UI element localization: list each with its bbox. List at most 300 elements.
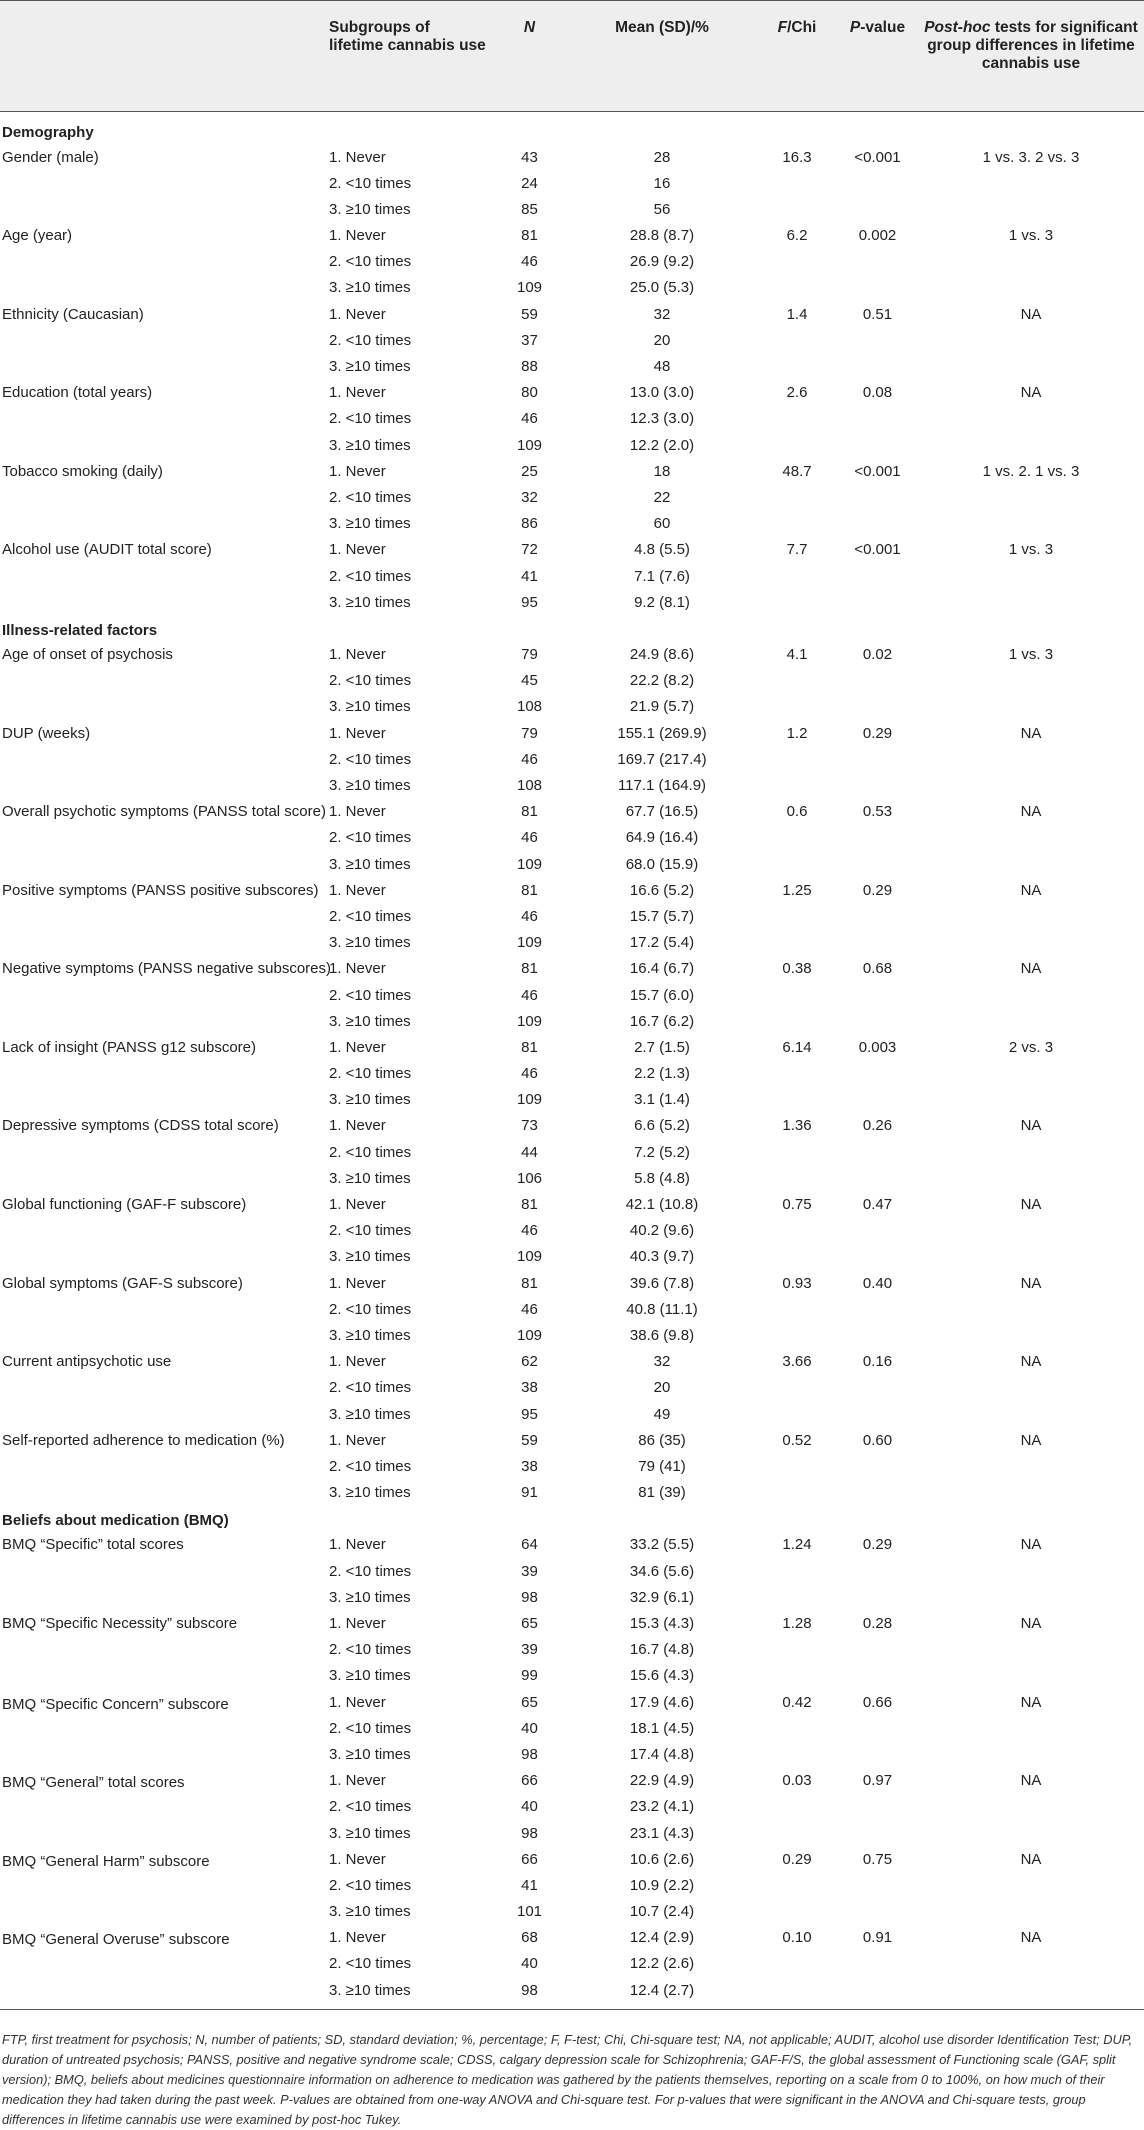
f-cell: 7.7 — [786, 541, 808, 559]
n-cell: 41 — [521, 567, 538, 585]
subgroup-cell: 1. Never — [329, 1431, 386, 1449]
posthoc-cell — [918, 406, 1144, 432]
subgroup-cell: 1. Never — [329, 646, 386, 664]
mean-cell: 28.8 (8.7) — [629, 227, 695, 245]
table-row — [0, 668, 1144, 694]
variable-cell: Global symptoms (GAF-S subscore) — [2, 1274, 243, 1292]
mean-cell: 13.0 (3.0) — [629, 384, 695, 402]
table-row — [0, 537, 1144, 563]
mean-cell: 6.6 (5.2) — [634, 1117, 690, 1135]
posthoc-cell — [918, 1480, 1144, 1506]
subgroup-cell: 2. <10 times — [329, 331, 412, 349]
p-cell — [837, 171, 918, 197]
variable-cell: Tobacco smoking (daily) — [2, 462, 163, 480]
table-row — [0, 406, 1144, 432]
subgroup-cell: 2. <10 times — [329, 829, 412, 847]
table-row — [0, 328, 1144, 354]
n-cell: 109 — [516, 1012, 543, 1030]
f-cell — [757, 275, 837, 301]
p-cell: 0.16 — [862, 1353, 893, 1371]
p-cell — [837, 1402, 918, 1428]
p-cell: <0.001 — [854, 148, 901, 166]
mean-cell: 18 — [653, 462, 671, 480]
variable-cell-empty — [0, 485, 325, 511]
p-cell: 0.53 — [862, 803, 893, 821]
f-cell — [757, 1009, 837, 1035]
table-row — [0, 1532, 1144, 1558]
variable-cell: Education (total years) — [2, 384, 153, 402]
mean-cell: 22.2 (8.2) — [629, 672, 695, 690]
subgroup-cell: 1. Never — [329, 1196, 386, 1213]
variable-cell-empty — [0, 1637, 325, 1663]
subgroup-cell: 3. ≥10 times — [329, 1667, 411, 1685]
posthoc-cell — [918, 354, 1144, 380]
variable-cell-empty — [0, 1375, 325, 1401]
header-p-rest: -value — [860, 19, 906, 36]
n-cell: 32 — [521, 488, 538, 506]
p-cell: 0.29 — [862, 724, 893, 742]
variable-cell: Depressive symptoms (CDSS total score) — [2, 1117, 279, 1135]
variable-cell-empty — [0, 1559, 325, 1585]
f-cell — [757, 1951, 837, 1977]
posthoc-cell: NA — [1020, 1536, 1042, 1554]
f-cell — [757, 197, 837, 223]
variable-cell: Overall psychotic symptoms (PANSS total score) — [2, 803, 326, 821]
mean-cell: 15.3 (4.3) — [629, 1615, 695, 1632]
f-cell — [757, 1663, 837, 1689]
n-cell: 40 — [521, 1719, 538, 1737]
f-cell — [757, 1402, 837, 1428]
p-cell — [837, 747, 918, 773]
posthoc-cell — [918, 1663, 1144, 1689]
mean-cell: 10.7 (2.4) — [629, 1903, 695, 1921]
f-cell: 1.4 — [786, 305, 808, 323]
f-cell — [757, 930, 837, 956]
variable-cell: Age of onset of psychosis — [2, 646, 173, 664]
table-row — [0, 1192, 1144, 1218]
posthoc-cell — [918, 852, 1144, 878]
variable-cell-empty — [0, 1218, 325, 1244]
variable-cell: Gender (male) — [2, 148, 99, 166]
subgroup-cell: 2. <10 times — [329, 1379, 412, 1397]
posthoc-cell — [918, 171, 1144, 197]
table-row — [0, 459, 1144, 485]
posthoc-cell — [918, 1375, 1144, 1401]
variable-cell-empty — [0, 1140, 325, 1166]
f-cell: 1.36 — [782, 1117, 812, 1135]
n-cell: 81 — [521, 1038, 538, 1056]
n-cell: 46 — [521, 829, 538, 847]
n-cell: 46 — [521, 253, 538, 271]
table-body — [0, 112, 1144, 2010]
mean-cell: 23.1 (4.3) — [629, 1824, 695, 1842]
variable-cell-empty — [0, 1009, 325, 1035]
posthoc-cell — [918, 983, 1144, 1009]
subgroup-cell: 2. <10 times — [329, 174, 412, 192]
posthoc-cell — [918, 1716, 1144, 1742]
mean-cell: 12.2 (2.6) — [629, 1955, 695, 1973]
n-cell: 25 — [521, 462, 538, 480]
posthoc-cell — [918, 904, 1144, 930]
variable-cell: DUP (weeks) — [2, 724, 91, 742]
p-cell — [837, 773, 918, 799]
posthoc-cell: 1 vs. 2. 1 vs. 3 — [982, 462, 1080, 480]
f-cell: 4.1 — [786, 646, 808, 664]
p-cell — [837, 1585, 918, 1611]
n-cell: 109 — [516, 279, 543, 297]
mean-cell: 16.7 (4.8) — [629, 1641, 695, 1659]
subgroup-cell: 1. Never — [329, 1274, 386, 1292]
f-cell: 0.75 — [782, 1196, 812, 1213]
posthoc-cell: NA — [1020, 881, 1042, 899]
f-cell — [757, 406, 837, 432]
f-cell — [757, 1585, 837, 1611]
header-f-rest: /Chi — [787, 19, 817, 36]
n-cell: 38 — [521, 1457, 538, 1475]
p-cell — [837, 1454, 918, 1480]
variable-cell-empty — [0, 773, 325, 799]
p-cell: 0.66 — [862, 1693, 893, 1711]
mean-cell: 39.6 (7.8) — [629, 1274, 695, 1292]
subgroup-cell: 3. ≥10 times — [329, 200, 411, 218]
variable-cell: Lack of insight (PANSS g12 subscore) — [2, 1038, 257, 1056]
p-cell: 0.60 — [862, 1431, 893, 1449]
table-row — [0, 145, 1144, 171]
section-title: Beliefs about medication (BMQ) — [2, 1512, 229, 1530]
mean-cell: 60 — [653, 515, 671, 533]
f-cell — [757, 1323, 837, 1349]
mean-cell: 15.7 (5.7) — [629, 907, 695, 925]
p-cell: 0.40 — [862, 1274, 893, 1292]
header-variable — [0, 1, 325, 112]
n-cell: 46 — [521, 1222, 538, 1240]
p-cell: 0.28 — [862, 1615, 893, 1632]
p-cell — [837, 590, 918, 616]
n-cell: 81 — [521, 881, 538, 899]
mean-cell: 81 (39) — [638, 1484, 686, 1502]
mean-cell: 3.1 (1.4) — [634, 1091, 690, 1109]
f-cell — [757, 485, 837, 511]
subgroup-cell: 2. <10 times — [329, 567, 412, 585]
table-row — [0, 1009, 1144, 1035]
variable-cell-empty — [0, 1663, 325, 1689]
f-cell: 0.38 — [782, 960, 812, 978]
mean-cell: 40.2 (9.6) — [629, 1222, 695, 1240]
subgroup-cell: 3. ≥10 times — [329, 436, 411, 454]
n-cell: 46 — [521, 1300, 538, 1318]
n-cell: 81 — [521, 227, 538, 245]
posthoc-cell — [918, 433, 1144, 459]
table-row — [0, 1297, 1144, 1323]
n-cell: 46 — [521, 1065, 538, 1083]
variable-cell-empty — [0, 1454, 325, 1480]
subgroup-cell: 3. ≥10 times — [329, 855, 411, 873]
variable-cell-empty — [0, 249, 325, 275]
f-cell: 48.7 — [782, 462, 812, 480]
f-cell — [757, 1794, 837, 1820]
subgroup-cell: 1. Never — [329, 1536, 386, 1554]
variable-cell-empty — [0, 1899, 325, 1925]
n-cell: 109 — [516, 934, 543, 952]
p-cell — [837, 564, 918, 590]
mean-cell: 32 — [653, 305, 671, 323]
p-cell — [837, 1218, 918, 1244]
f-cell: 1.28 — [782, 1615, 812, 1632]
subgroup-cell: 3. ≥10 times — [329, 1588, 411, 1606]
n-cell: 39 — [521, 1562, 538, 1580]
mean-cell: 23.2 (4.1) — [629, 1798, 695, 1816]
n-cell: 59 — [521, 305, 538, 323]
p-cell — [837, 406, 918, 432]
subgroup-cell: 2. <10 times — [329, 1955, 412, 1973]
table-row — [0, 302, 1144, 328]
p-cell — [837, 485, 918, 511]
table-row — [0, 1166, 1144, 1192]
n-cell: 65 — [521, 1693, 538, 1711]
table-row — [0, 1454, 1144, 1480]
table-row — [0, 1690, 1144, 1716]
n-cell: 108 — [516, 698, 543, 716]
p-cell — [837, 1375, 918, 1401]
f-cell: 0.6 — [786, 803, 808, 821]
variable-cell-empty — [0, 747, 325, 773]
mean-cell: 12.4 (2.7) — [629, 1981, 695, 1999]
f-cell — [757, 1716, 837, 1742]
p-cell — [837, 694, 918, 720]
mean-cell: 40.8 (11.1) — [626, 1300, 698, 1318]
f-cell — [757, 668, 837, 694]
subgroup-cell: 3. ≥10 times — [329, 1091, 411, 1109]
header-p-value — [837, 1, 918, 112]
f-cell — [757, 1140, 837, 1166]
p-cell — [837, 1061, 918, 1087]
n-cell: 91 — [521, 1484, 538, 1502]
n-cell: 109 — [516, 855, 543, 873]
subgroup-cell: 2. <10 times — [329, 410, 412, 428]
subgroup-cell: 1. Never — [329, 1615, 386, 1632]
table-row — [0, 1323, 1144, 1349]
n-cell: 85 — [521, 200, 538, 218]
variable-cell-empty — [0, 1244, 325, 1270]
posthoc-cell — [918, 249, 1144, 275]
posthoc-cell: NA — [1020, 960, 1042, 978]
mean-cell: 49 — [653, 1405, 671, 1423]
mean-cell: 9.2 (8.1) — [634, 593, 690, 611]
p-cell: 0.68 — [862, 960, 893, 978]
subgroup-cell: 3. ≥10 times — [329, 1326, 411, 1344]
f-cell — [757, 825, 837, 851]
table-row — [0, 354, 1144, 380]
table-row — [0, 1244, 1144, 1270]
subgroup-cell: 3. ≥10 times — [329, 593, 411, 611]
p-cell — [837, 1480, 918, 1506]
p-cell — [837, 1899, 918, 1925]
posthoc-cell: NA — [1020, 1274, 1042, 1292]
header-posthoc-italic: Post-hoc — [924, 19, 991, 36]
f-cell — [757, 511, 837, 537]
mean-cell: 117.1 (164.9) — [617, 777, 707, 794]
p-cell: <0.001 — [854, 462, 901, 480]
p-cell — [837, 1742, 918, 1768]
p-cell — [837, 1873, 918, 1899]
f-cell: 6.2 — [786, 227, 808, 245]
variable-cell-empty — [0, 1061, 325, 1087]
subgroup-cell: 2. <10 times — [329, 488, 412, 506]
table-row — [0, 380, 1144, 406]
posthoc-cell — [918, 564, 1144, 590]
subgroup-cell: 1. Never — [329, 148, 386, 166]
table-row — [0, 747, 1144, 773]
variable-cell-empty — [0, 197, 325, 223]
posthoc-cell: NA — [1020, 1431, 1042, 1449]
n-cell: 109 — [516, 1326, 543, 1344]
header-p-italic: P — [849, 19, 861, 36]
mean-cell: 20 — [653, 331, 671, 349]
mean-cell: 169.7 (217.4) — [617, 750, 707, 768]
p-cell: 0.003 — [858, 1038, 897, 1056]
mean-cell: 18.1 (4.5) — [629, 1719, 695, 1737]
table-row — [0, 1113, 1144, 1139]
mean-cell: 12.4 (2.9) — [629, 1929, 695, 1947]
posthoc-cell — [918, 825, 1144, 851]
p-cell: 0.29 — [862, 1536, 893, 1554]
p-cell — [837, 354, 918, 380]
variable-cell-empty — [0, 564, 325, 590]
variable-cell: Positive symptoms (PANSS positive subscores) — [2, 881, 319, 899]
mean-cell: 48 — [653, 358, 671, 375]
section-title: Demography — [2, 124, 94, 141]
subgroup-cell: 1. Never — [329, 384, 386, 402]
subgroup-cell: 1. Never — [329, 1353, 386, 1371]
table-row — [0, 1061, 1144, 1087]
posthoc-cell — [918, 1585, 1144, 1611]
n-cell: 106 — [516, 1169, 543, 1187]
table-row — [0, 852, 1144, 878]
variable-cell: BMQ “Specific Concern” subscore — [2, 1695, 229, 1713]
f-cell — [757, 564, 837, 590]
subgroup-cell: 1. Never — [329, 724, 386, 742]
posthoc-cell — [918, 328, 1144, 354]
posthoc-cell: NA — [1020, 803, 1042, 821]
subgroup-cell: 2. <10 times — [329, 1641, 412, 1659]
n-cell: 98 — [521, 1588, 538, 1606]
mean-cell: 10.6 (2.6) — [629, 1850, 695, 1868]
table-row — [0, 275, 1144, 301]
p-cell: 0.02 — [862, 646, 893, 664]
header-subgroup: Subgroups of lifetime cannabis use — [325, 1, 492, 112]
n-cell: 81 — [521, 1274, 538, 1292]
variable-cell-empty — [0, 1297, 325, 1323]
n-cell: 101 — [516, 1903, 543, 1921]
posthoc-cell — [918, 1873, 1144, 1899]
table-row — [0, 904, 1144, 930]
subgroup-cell: 3. ≥10 times — [329, 1012, 411, 1030]
posthoc-cell: 2 vs. 3 — [1008, 1038, 1054, 1056]
subgroup-cell: 1. Never — [329, 305, 386, 323]
table-row — [0, 1428, 1144, 1454]
f-cell — [757, 1297, 837, 1323]
n-cell: 40 — [521, 1798, 538, 1816]
n-cell: 73 — [521, 1117, 538, 1135]
f-cell — [757, 249, 837, 275]
posthoc-cell: NA — [1020, 1772, 1042, 1790]
subgroup-cell: 3. ≥10 times — [329, 1981, 411, 1999]
n-cell: 64 — [521, 1536, 538, 1554]
posthoc-cell: NA — [1020, 1196, 1042, 1213]
mean-cell: 22.9 (4.9) — [629, 1772, 695, 1790]
section-title: Illness-related factors — [2, 621, 158, 639]
n-cell: 108 — [516, 777, 543, 794]
table-row — [0, 1637, 1144, 1663]
f-cell — [757, 694, 837, 720]
n-cell: 79 — [521, 724, 538, 742]
variable-cell-empty — [0, 1166, 325, 1192]
f-cell — [757, 433, 837, 459]
variable-cell: Negative symptoms (PANSS negative subscores) — [2, 960, 332, 978]
p-cell — [837, 1244, 918, 1270]
p-cell: 0.75 — [862, 1850, 893, 1868]
n-cell: 46 — [521, 410, 538, 428]
posthoc-cell — [918, 747, 1144, 773]
n-cell: 62 — [521, 1353, 538, 1371]
variable-cell-empty — [0, 852, 325, 878]
n-cell: 98 — [521, 1981, 538, 1999]
f-cell — [757, 1454, 837, 1480]
p-cell — [837, 511, 918, 537]
subgroup-cell: 1. Never — [329, 803, 386, 821]
n-cell: 81 — [521, 960, 538, 978]
mean-cell: 2.2 (1.3) — [634, 1065, 690, 1083]
subgroup-cell: 1. Never — [329, 881, 386, 899]
mean-cell: 16 — [653, 174, 671, 192]
variable-cell-empty — [0, 930, 325, 956]
subgroup-cell: 1. Never — [329, 1117, 386, 1135]
posthoc-cell — [918, 694, 1144, 720]
mean-cell: 2.7 (1.5) — [634, 1038, 690, 1056]
mean-cell: 10.9 (2.2) — [629, 1876, 695, 1894]
f-cell — [757, 1899, 837, 1925]
f-cell — [757, 1244, 837, 1270]
table-row — [0, 1611, 1144, 1637]
p-cell: 0.26 — [862, 1117, 893, 1135]
n-cell: 81 — [521, 803, 538, 821]
subgroup-cell: 2. <10 times — [329, 1876, 412, 1894]
variable-cell-empty — [0, 825, 325, 851]
subgroup-cell: 1. Never — [329, 1038, 386, 1056]
table-row — [0, 799, 1144, 825]
variable-cell-empty — [0, 1323, 325, 1349]
n-cell: 59 — [521, 1431, 538, 1449]
subgroup-cell: 3. ≥10 times — [329, 515, 411, 533]
subgroup-cell: 2. <10 times — [329, 1798, 412, 1816]
variable-cell-empty — [0, 1480, 325, 1506]
p-cell: 0.51 — [862, 305, 893, 323]
table-row — [0, 1925, 1144, 1951]
mean-cell: 33.2 (5.5) — [629, 1536, 695, 1554]
variable-cell-empty — [0, 511, 325, 537]
posthoc-cell: NA — [1020, 1615, 1042, 1632]
subgroup-cell: 1. Never — [329, 960, 386, 978]
f-cell — [757, 1559, 837, 1585]
table-row — [0, 930, 1144, 956]
p-cell — [837, 1087, 918, 1113]
posthoc-cell — [918, 1821, 1144, 1847]
f-cell — [757, 1637, 837, 1663]
mean-cell: 17.4 (4.8) — [629, 1745, 695, 1763]
subgroup-cell: 2. <10 times — [329, 672, 412, 690]
n-cell: 38 — [521, 1379, 538, 1397]
mean-cell: 86 (35) — [638, 1431, 686, 1449]
